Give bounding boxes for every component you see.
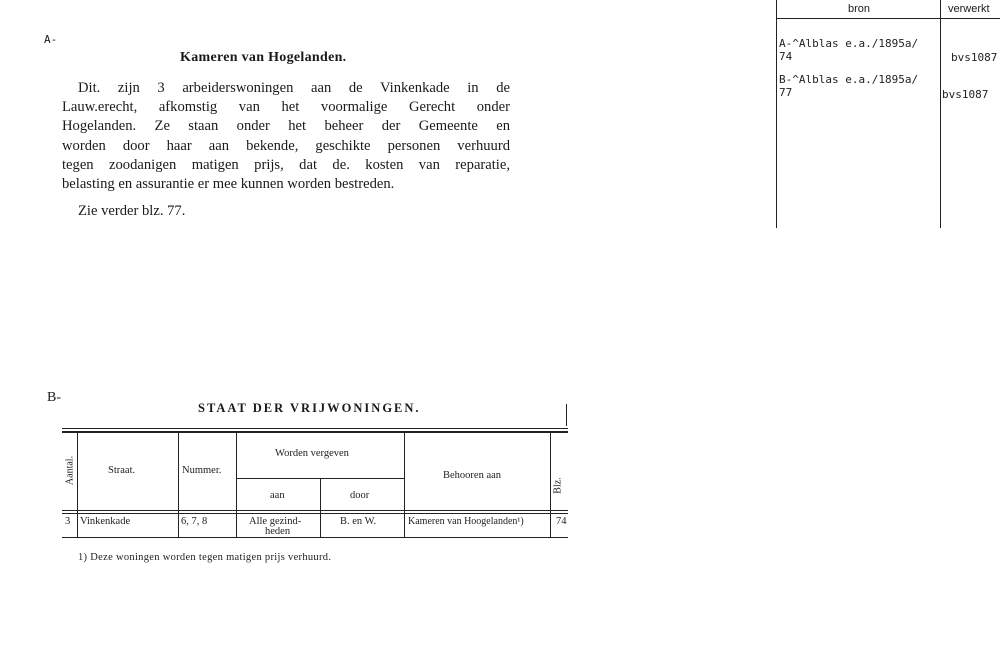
header-verwerkt: verwerkt	[948, 3, 990, 15]
cell-aantal: 3	[65, 516, 71, 527]
paragraph-line: Dit. zijn 3 arbeiderswoningen aan de Vinkenkade in de	[78, 80, 510, 96]
see-also-reference: Zie verder blz. 77.	[78, 203, 186, 219]
column-divider	[77, 433, 78, 537]
header-nummer: Nummer.	[182, 465, 222, 476]
cell-aan-line2: heden	[265, 526, 291, 537]
verwerkt-entry-a: bvs1087	[951, 51, 998, 64]
header-bron: bron	[848, 3, 871, 15]
source-entry-line: 77	[779, 86, 793, 99]
cell-behooren-aan: Kameren van Hoogelanden¹)	[408, 516, 524, 527]
source-panel	[776, 0, 1000, 228]
panel-left-border	[776, 0, 777, 228]
cell-door: B. en W.	[340, 516, 377, 527]
paragraph-line: Hogelanden. Ze staan onder het beheer der Gemeente en	[62, 118, 510, 135]
section-a-title: Kameren van Hogelanden.	[180, 50, 347, 65]
table-top-rule	[62, 428, 568, 429]
column-divider	[178, 433, 179, 537]
paragraph-line: tegen zoodanigen matigen prijs, dat de. kosten van reparatie,	[62, 156, 510, 173]
column-divider	[550, 433, 551, 537]
column-divider	[404, 433, 405, 537]
cell-blz: 74	[556, 516, 567, 527]
section-b-title: STAAT DER VRIJWONINGEN.	[198, 401, 421, 415]
header-worden-vergeven: Worden vergeven	[275, 448, 349, 459]
paragraph-line: Lauw.erecht, afkomstig van het voormalige Gerecht onder	[62, 99, 510, 116]
header-bottom-rule-double	[62, 513, 568, 514]
header-aantal: Aantal.	[64, 455, 76, 486]
section-a-paragraph	[62, 79, 510, 194]
section-a-marker: A-	[44, 33, 58, 46]
verwerkt-entry-b: bvs1087	[942, 88, 989, 101]
cell-nummer: 6, 7, 8	[181, 516, 208, 527]
source-entry-line: 74	[779, 50, 793, 63]
cell-aan-line1: Alle gezind-	[249, 516, 302, 527]
table-bottom-rule	[62, 537, 568, 538]
paragraph-line: belasting en assurantie er mee kunnen worden bestreden.	[62, 176, 395, 193]
header-blz: Blz.	[552, 477, 564, 494]
source-entry-line: B-^Alblas e.a./1895a/	[779, 73, 919, 86]
header-behooren-aan: Behooren aan	[443, 470, 502, 481]
section-b-marker: B-	[47, 390, 61, 405]
cell-straat: Vinkenkade	[80, 516, 131, 527]
paragraph-line: worden door haar aan bekende, geschikte personen verhuurd	[62, 137, 510, 154]
column-divider	[236, 433, 237, 537]
column-divider	[320, 478, 321, 537]
source-entry-line: A-^Alblas e.a./1895a/	[779, 37, 919, 50]
header-straat: Straat.	[108, 465, 136, 476]
title-side-rule	[566, 404, 567, 426]
panel-column-divider	[940, 0, 941, 228]
header-aan: aan	[270, 490, 285, 501]
header-bottom-rule	[62, 510, 568, 511]
table-top-rule-thick	[62, 431, 568, 433]
panel-header-divider	[776, 18, 1000, 19]
source-entry-b	[779, 73, 918, 99]
header-door: door	[350, 490, 370, 501]
table-footnote: 1) Deze woningen worden tegen matigen prijs verhuurd.	[78, 552, 332, 563]
source-entry-a	[779, 37, 918, 63]
